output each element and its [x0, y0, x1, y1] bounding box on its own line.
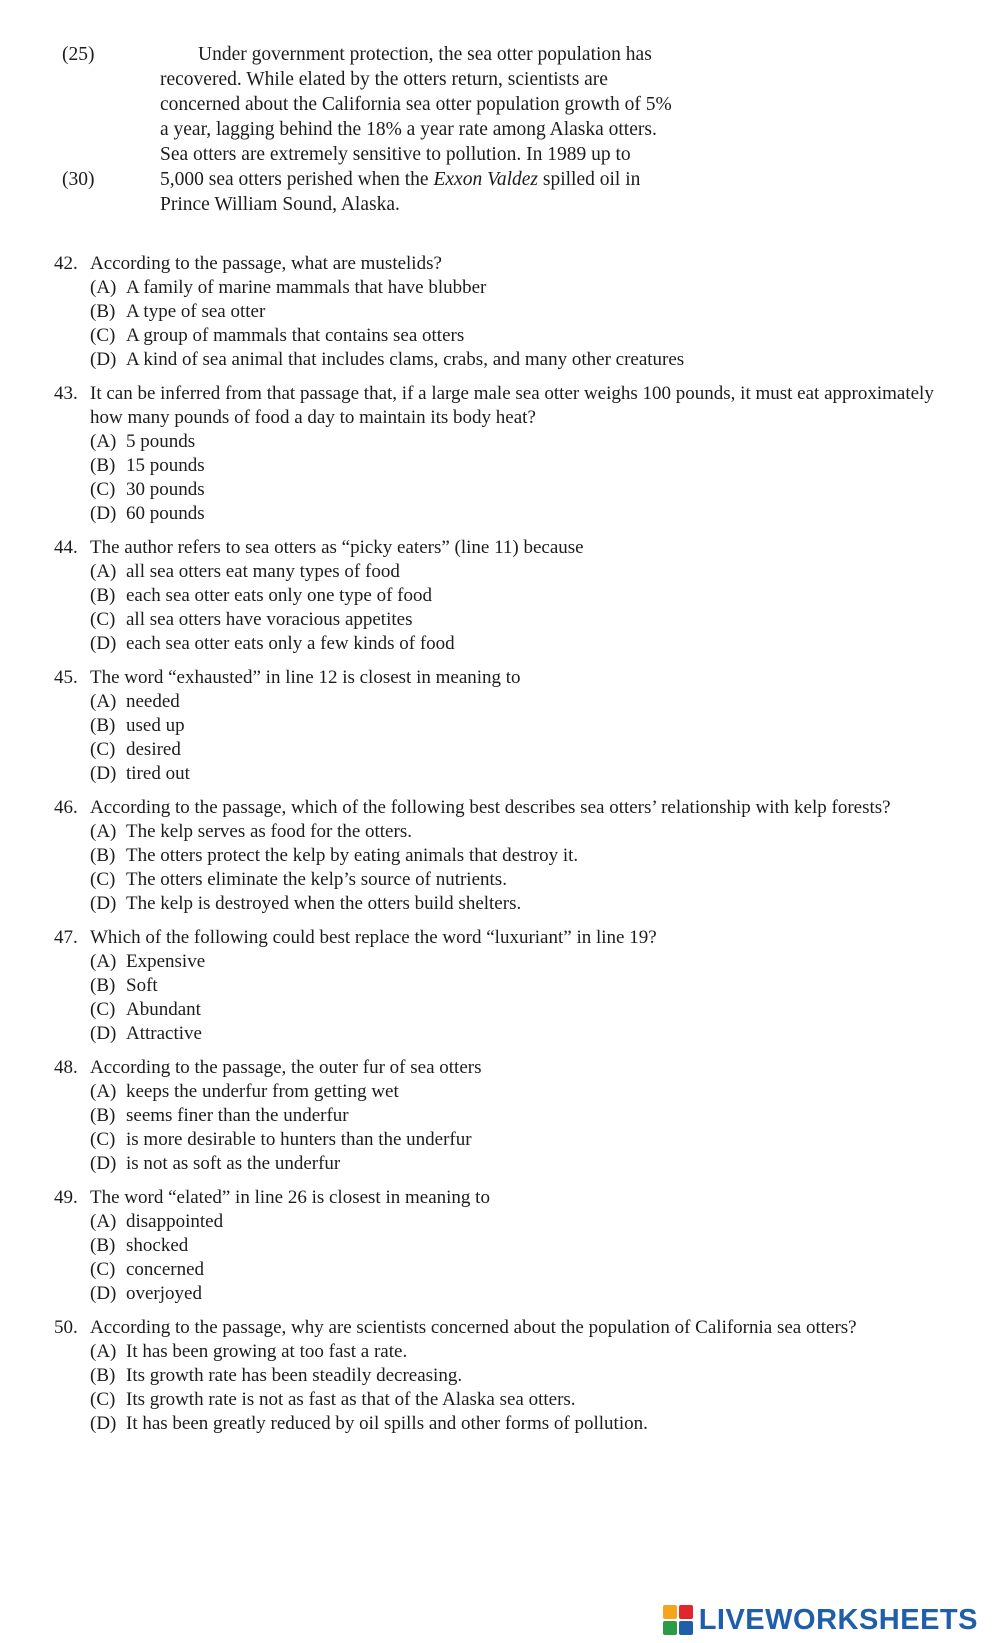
option-text: Its growth rate has been steadily decreasing.	[126, 1365, 463, 1386]
option-text: keeps the underfur from getting wet	[126, 1081, 399, 1102]
option-text: Its growth rate is not as fast as that of the Alaska sea otters.	[126, 1389, 576, 1410]
answer-options	[54, 1080, 944, 1176]
passage-text: recovered. While elated by the otters return, scientists are	[160, 69, 608, 90]
option-text: A family of marine mammals that have blubber	[126, 277, 487, 298]
answer-option	[90, 820, 944, 844]
option-text: Expensive	[126, 951, 206, 972]
answer-options	[54, 276, 944, 372]
passage-line	[56, 117, 956, 142]
ship-name: Exxon Valdez	[433, 169, 538, 190]
answer-options	[54, 430, 944, 526]
question-number: 48.	[54, 1057, 78, 1078]
option-text: The kelp is destroyed when the otters build shelters.	[126, 893, 522, 914]
passage-text: Under government protection, the sea otter population has	[198, 44, 652, 65]
option-label: (B)	[90, 1235, 116, 1256]
answer-option	[90, 1234, 944, 1258]
option-text: The otters eliminate the kelp’s source of nutrients.	[126, 869, 507, 890]
option-text: It has been growing at too fast a rate.	[126, 1341, 408, 1362]
question-text: According to the passage, the outer fur of sea otters	[90, 1057, 482, 1078]
option-label: (B)	[90, 845, 116, 866]
option-label: (D)	[90, 1153, 117, 1174]
answer-option	[90, 1412, 944, 1436]
question-stem	[54, 1186, 944, 1210]
question-number: 44.	[54, 537, 78, 558]
option-label: (C)	[90, 739, 116, 760]
option-label: (B)	[90, 1365, 116, 1386]
question-text: Which of the following could best replace the word “luxuriant” in line 19?	[90, 927, 657, 948]
line-number: (25)	[62, 44, 95, 65]
answer-option	[90, 324, 944, 348]
answer-option	[90, 276, 944, 300]
option-text: seems finer than the underfur	[126, 1105, 349, 1126]
question-text: It can be inferred from that passage that, if a large male sea otter weighs 100 pounds, it must eat approximately how many pounds of food a day to maintain its body heat?	[90, 383, 934, 428]
option-label: (A)	[90, 277, 117, 298]
answer-option	[90, 632, 944, 656]
answer-option	[90, 892, 944, 916]
option-label: (C)	[90, 869, 116, 890]
answer-option	[90, 1080, 944, 1104]
passage-text: Sea otters are extremely sensitive to pollution. In 1989 up to	[160, 144, 631, 165]
option-label: (B)	[90, 975, 116, 996]
option-label: (A)	[90, 1211, 117, 1232]
option-label: (B)	[90, 1105, 116, 1126]
option-text: overjoyed	[126, 1283, 202, 1304]
option-text: A type of sea otter	[126, 301, 266, 322]
liveworksheets-logo	[663, 1603, 978, 1637]
passage-line	[56, 167, 956, 192]
option-label: (C)	[90, 1129, 116, 1150]
option-text: 60 pounds	[126, 503, 205, 524]
option-label: (C)	[90, 479, 116, 500]
option-label: (A)	[90, 431, 117, 452]
option-label: (D)	[90, 349, 117, 370]
option-label: (D)	[90, 633, 117, 654]
question-stem	[54, 666, 944, 690]
option-label: (B)	[90, 301, 116, 322]
question-number: 45.	[54, 667, 78, 688]
question-text: The author refers to sea otters as “picky eaters” (line 11) because	[90, 537, 584, 558]
option-text: Abundant	[126, 999, 201, 1020]
answer-option	[90, 714, 944, 738]
option-text: each sea otter eats only one type of food	[126, 585, 432, 606]
question-50	[54, 1316, 944, 1436]
option-text: 30 pounds	[126, 479, 205, 500]
answer-option	[90, 1210, 944, 1234]
question-number: 50.	[54, 1317, 78, 1338]
question-number: 42.	[54, 253, 78, 274]
answer-option	[90, 1388, 944, 1412]
question-stem	[54, 252, 944, 276]
passage-line	[56, 67, 956, 92]
answer-option	[90, 560, 944, 584]
option-label: (B)	[90, 455, 116, 476]
option-label: (C)	[90, 999, 116, 1020]
option-text: The otters protect the kelp by eating animals that destroy it.	[126, 845, 579, 866]
passage-text: concerned about the California sea otter population growth of 5%	[160, 94, 672, 115]
option-label: (D)	[90, 1023, 117, 1044]
option-label: (D)	[90, 1413, 117, 1434]
option-label: (C)	[90, 1389, 116, 1410]
answer-option	[90, 608, 944, 632]
logo-square-2	[679, 1605, 693, 1619]
answer-option	[90, 454, 944, 478]
option-text: desired	[126, 739, 181, 760]
answer-option	[90, 1282, 944, 1306]
option-label: (A)	[90, 1081, 117, 1102]
option-text: Soft	[126, 975, 158, 996]
option-label: (A)	[90, 1341, 117, 1362]
passage-text: a year, lagging behind the 18% a year rate among Alaska otters.	[160, 119, 657, 140]
question-43	[54, 382, 944, 526]
question-stem	[54, 1056, 944, 1080]
question-number: 47.	[54, 927, 78, 948]
answer-options	[54, 820, 944, 916]
passage-line	[56, 42, 956, 67]
answer-options	[54, 950, 944, 1046]
answer-option	[90, 584, 944, 608]
option-label: (D)	[90, 893, 117, 914]
answer-option	[90, 738, 944, 762]
option-text: A group of mammals that contains sea otters	[126, 325, 465, 346]
option-label: (A)	[90, 821, 117, 842]
option-label: (D)	[90, 503, 117, 524]
question-text: The word “exhausted” in line 12 is closest in meaning to	[90, 667, 521, 688]
answer-option	[90, 300, 944, 324]
answer-option	[90, 974, 944, 998]
answer-option	[90, 478, 944, 502]
option-text: 15 pounds	[126, 455, 205, 476]
logo-square-1	[663, 1605, 677, 1619]
question-text: According to the passage, why are scientists concerned about the population of California sea otters?	[90, 1317, 857, 1338]
question-46	[54, 796, 944, 916]
question-stem	[54, 1316, 944, 1340]
question-number: 49.	[54, 1187, 78, 1208]
question-list	[54, 252, 944, 1446]
reading-passage	[56, 42, 956, 217]
option-label: (A)	[90, 691, 117, 712]
liveworksheets-logo-icon	[663, 1605, 693, 1635]
answer-options	[54, 1210, 944, 1306]
answer-option	[90, 762, 944, 786]
option-text: is more desirable to hunters than the underfur	[126, 1129, 472, 1150]
question-stem	[54, 536, 944, 560]
brand-name: LIVEWORKSHEETS	[698, 1603, 978, 1636]
option-text: each sea otter eats only a few kinds of food	[126, 633, 455, 654]
option-text: all sea otters eat many types of food	[126, 561, 400, 582]
question-48	[54, 1056, 944, 1176]
option-text: tired out	[126, 763, 190, 784]
logo-square-4	[679, 1621, 693, 1635]
passage-line	[56, 92, 956, 117]
option-text: It has been greatly reduced by oil spills and other forms of pollution.	[126, 1413, 648, 1434]
option-text: Attractive	[126, 1023, 202, 1044]
question-number: 43.	[54, 383, 78, 404]
option-text: A kind of sea animal that includes clams, crabs, and many other creatures	[126, 349, 685, 370]
answer-option	[90, 1340, 944, 1364]
option-label: (D)	[90, 1283, 117, 1304]
option-text: 5 pounds	[126, 431, 196, 452]
option-text: disappointed	[126, 1211, 224, 1232]
answer-option	[90, 1258, 944, 1282]
answer-option	[90, 430, 944, 454]
question-number: 46.	[54, 797, 78, 818]
question-49	[54, 1186, 944, 1306]
answer-option	[90, 690, 944, 714]
option-text: needed	[126, 691, 180, 712]
answer-option	[90, 868, 944, 892]
answer-options	[54, 1340, 944, 1436]
option-text: concerned	[126, 1259, 205, 1280]
question-text: According to the passage, which of the following best describes sea otters’ relationship with kelp forests?	[90, 797, 891, 818]
option-label: (B)	[90, 715, 116, 736]
question-47	[54, 926, 944, 1046]
question-text: The word “elated” in line 26 is closest in meaning to	[90, 1187, 490, 1208]
passage-text: Prince William Sound, Alaska.	[160, 194, 400, 215]
answer-option	[90, 1104, 944, 1128]
option-text: is not as soft as the underfur	[126, 1153, 341, 1174]
question-stem	[54, 796, 944, 820]
answer-option	[90, 844, 944, 868]
answer-option	[90, 1152, 944, 1176]
logo-square-3	[663, 1621, 677, 1635]
answer-option	[90, 998, 944, 1022]
option-label: (D)	[90, 763, 117, 784]
answer-option	[90, 348, 944, 372]
line-number: (30)	[62, 169, 95, 190]
option-text: The kelp serves as food for the otters.	[126, 821, 412, 842]
passage-line	[56, 142, 956, 167]
question-45	[54, 666, 944, 786]
answer-option	[90, 1022, 944, 1046]
option-text: all sea otters have voracious appetites	[126, 609, 413, 630]
passage-text: 5,000 sea otters perished when the Exxon Valdez spilled oil in	[160, 169, 641, 190]
question-stem	[54, 382, 944, 430]
answer-option	[90, 1128, 944, 1152]
option-label: (C)	[90, 325, 116, 346]
option-label: (B)	[90, 585, 116, 606]
question-44	[54, 536, 944, 656]
option-label: (A)	[90, 951, 117, 972]
answer-options	[54, 560, 944, 656]
answer-options	[54, 690, 944, 786]
option-label: (A)	[90, 561, 117, 582]
question-42	[54, 252, 944, 372]
answer-option	[90, 502, 944, 526]
question-stem	[54, 926, 944, 950]
question-text: According to the passage, what are mustelids?	[90, 253, 442, 274]
option-text: used up	[126, 715, 185, 736]
option-text: shocked	[126, 1235, 189, 1256]
passage-line	[56, 192, 956, 217]
answer-option	[90, 950, 944, 974]
option-label: (C)	[90, 1259, 116, 1280]
answer-option	[90, 1364, 944, 1388]
option-label: (C)	[90, 609, 116, 630]
